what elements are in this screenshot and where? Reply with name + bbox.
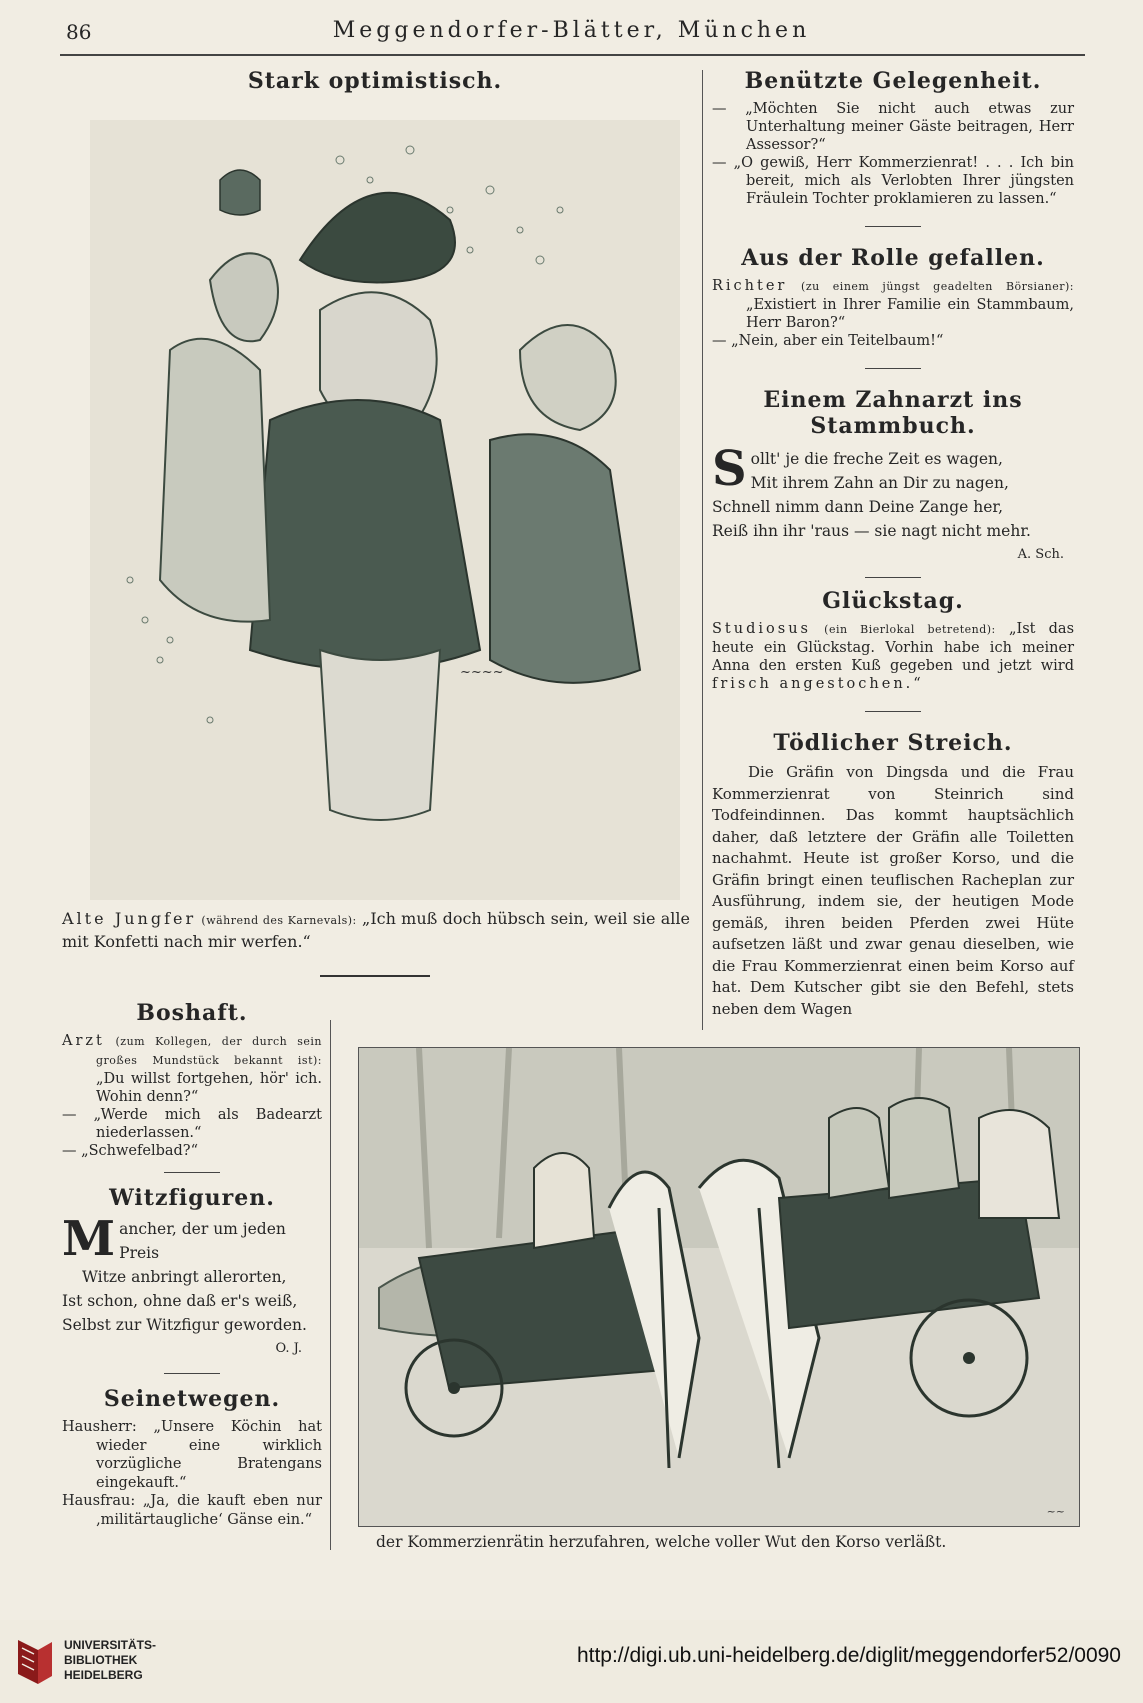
magazine-title: Meggendorfer-Blätter, München — [332, 18, 811, 43]
stark-title: Stark optimistisch. — [247, 68, 503, 94]
section-rule — [164, 1172, 220, 1173]
carnival-drawing — [90, 120, 680, 900]
poem-line: Selbst zur Witzfigur geworden. — [62, 1316, 307, 1334]
page-header — [60, 16, 1083, 52]
boshaft-line-1 — [62, 1032, 322, 1106]
boshaft-line-2: — „Werde mich als Badearzt niederlassen.“ — [62, 1107, 322, 1141]
witzfiguren-initial: M — [62, 1211, 116, 1267]
rolle-line-2: — „Nein, aber ein Teitelbaum!“ — [712, 333, 944, 349]
poem-line: ollt' je die freche Zeit es wagen, — [750, 450, 1003, 468]
library-name-line: BIBLIOTHEK — [64, 1653, 138, 1667]
column-divider — [702, 70, 703, 1030]
section-rule — [865, 711, 921, 712]
poem-line: Witze anbringt allerorten, — [82, 1268, 287, 1286]
witzfiguren-poem — [62, 1211, 322, 1361]
poem-author: A. Sch. — [1017, 547, 1064, 562]
zahnarzt-poem — [712, 441, 1074, 567]
boshaft-text-1: „Du willst fortgehen, hör' ich. Wohin denn?“ — [96, 1071, 322, 1105]
digitization-footer — [0, 1620, 1143, 1703]
boshaft-speaker: Arzt — [62, 1033, 105, 1049]
gluecks-title: Glückstag. — [822, 588, 964, 614]
library-name-line: HEIDELBERG — [64, 1668, 143, 1682]
seinetwegen-line-2: Hausfrau: „Ja, die kauft eben nur ‚militärtaugliche‘ Gänse ein.“ — [62, 1493, 322, 1528]
carriage-caption: der Kommerzienrätin herzufahren, welche voller Wut den Korso verläßt. — [376, 1533, 947, 1551]
boshaft-line-3: — „Schwefelbad?“ — [62, 1143, 198, 1159]
seinetwegen-title: Seinetwegen. — [103, 1386, 281, 1412]
witzfiguren-title: Witzfiguren. — [109, 1185, 275, 1211]
rolle-line-1 — [712, 277, 1074, 332]
source-url-link[interactable]: http://digi.ub.uni-heidelberg.de/diglit/meggendorfer52/0090 — [576, 1644, 1121, 1667]
rolle-speaker: Richter — [712, 278, 788, 294]
university-logo-icon — [14, 1636, 56, 1688]
poem-line: Ist schon, ohne daß er's weiß, — [62, 1292, 298, 1310]
gluecks-text — [712, 620, 1074, 693]
benuetzte-line-1: — „Möchten Sie nicht auch etwas zur Unterhaltung meiner Gäste beitragen, Herr Assessor?“ — [712, 101, 1074, 153]
rolle-aside: (zu einem jüngst geadelten Börsianer): — [801, 280, 1074, 293]
artist-signature-1: ~~~~ — [460, 665, 504, 680]
streich-text: Die Gräfin von Dingsda und die Frau Kommerzienrat von Steinrich sind Todfeindinnen. Das kommt hauptsächlich daher, daß letztere der Gräfin alle Toiletten nachahmt. Heute ist großer Korso, und die Gräfin bringt einen teuflischen Racheplan zur Ausführung, indem sie, der heutigen Mode gemäß, ihren beiden Pferden zwei Hüte aufsetzen läßt und zwar genau dieselben, wie die Frau Kommerzienrat einen beim Korso auf hat. Dem Kutscher gibt sie den Befehl, stets neben dem Wagen — [712, 763, 1074, 1018]
page-number: 86 — [66, 20, 92, 44]
caption-aside: (während des Karnevals): — [201, 914, 357, 927]
library-name-line: UNIVERSITÄTS- — [64, 1638, 157, 1652]
header-rule — [60, 54, 1085, 56]
zahnarzt-title: Einem Zahnarzt ins Stammbuch. — [763, 387, 1023, 439]
gluecks-text-1: „Ist das heute ein Glückstag. Vorhin habe ich meiner Anna den ersten Kuß gegeben und jetzt wird — [712, 621, 1075, 674]
boshaft-aside: (zum Kollegen, der durch sein großes Mundstück bekannt ist): — [96, 1035, 322, 1067]
library-name — [64, 1638, 156, 1683]
poem-line: Reiß ihn ihr 'raus — sie nagt nicht mehr. — [712, 522, 1031, 540]
poem-line: ancher, der um jeden Preis — [119, 1220, 286, 1262]
section-rule — [164, 1373, 220, 1374]
caption-text: „Ich muß doch hübsch sein, weil sie alle mit Konfetti nach mir werfen.“ — [62, 909, 690, 951]
section-rule — [320, 975, 430, 977]
rolle-title: Aus der Rolle gefallen. — [741, 245, 1045, 271]
caption-speaker: Alte Jungfer — [62, 909, 197, 928]
gluecks-text-2: frisch angestochen.“ — [712, 676, 924, 692]
carnival-illustration — [90, 120, 680, 900]
gluecks-speaker: Studiosus — [712, 621, 811, 637]
stark-caption — [62, 908, 690, 952]
boshaft-title: Boshaft. — [136, 1000, 248, 1026]
carriage-drawing — [359, 1048, 1079, 1526]
benuetzte-line-2: — „O gewiß, Herr Kommerzienrat! . . . Ich bin bereit, mich als Verlobten Ihrer jüngsten Fräulein Tochter proklamieren zu lassen.“ — [712, 155, 1074, 207]
boshaft-section — [62, 1000, 322, 1529]
column-divider-lower — [330, 1020, 331, 1550]
benuetzte-title: Benützte Gelegenheit. — [744, 68, 1042, 94]
poem-author: O. J. — [275, 1341, 302, 1356]
poem-line: Mit ihrem Zahn an Dir zu nagen, — [750, 474, 1009, 492]
right-column — [712, 68, 1074, 1020]
section-rule — [865, 368, 921, 369]
section-rule — [865, 226, 921, 227]
carriage-illustration — [358, 1047, 1080, 1527]
poem-line: Schnell nimm dann Deine Zange her, — [712, 498, 1004, 516]
artist-signature-2: ~~ — [1046, 1505, 1065, 1518]
gluecks-aside: (ein Bierlokal betretend): — [824, 623, 996, 636]
seinetwegen-line-1: Hausherr: „Unsere Köchin hat wieder eine wirklich vorzügliche Bratengans eingekauft.“ — [62, 1419, 322, 1491]
zahnarzt-initial: S — [712, 441, 747, 497]
rolle-text-1: „Existiert in Ihrer Familie ein Stammbaum, Herr Baron?“ — [746, 297, 1074, 331]
streich-title: Tödlicher Streich. — [773, 730, 1013, 756]
section-rule — [865, 577, 921, 578]
